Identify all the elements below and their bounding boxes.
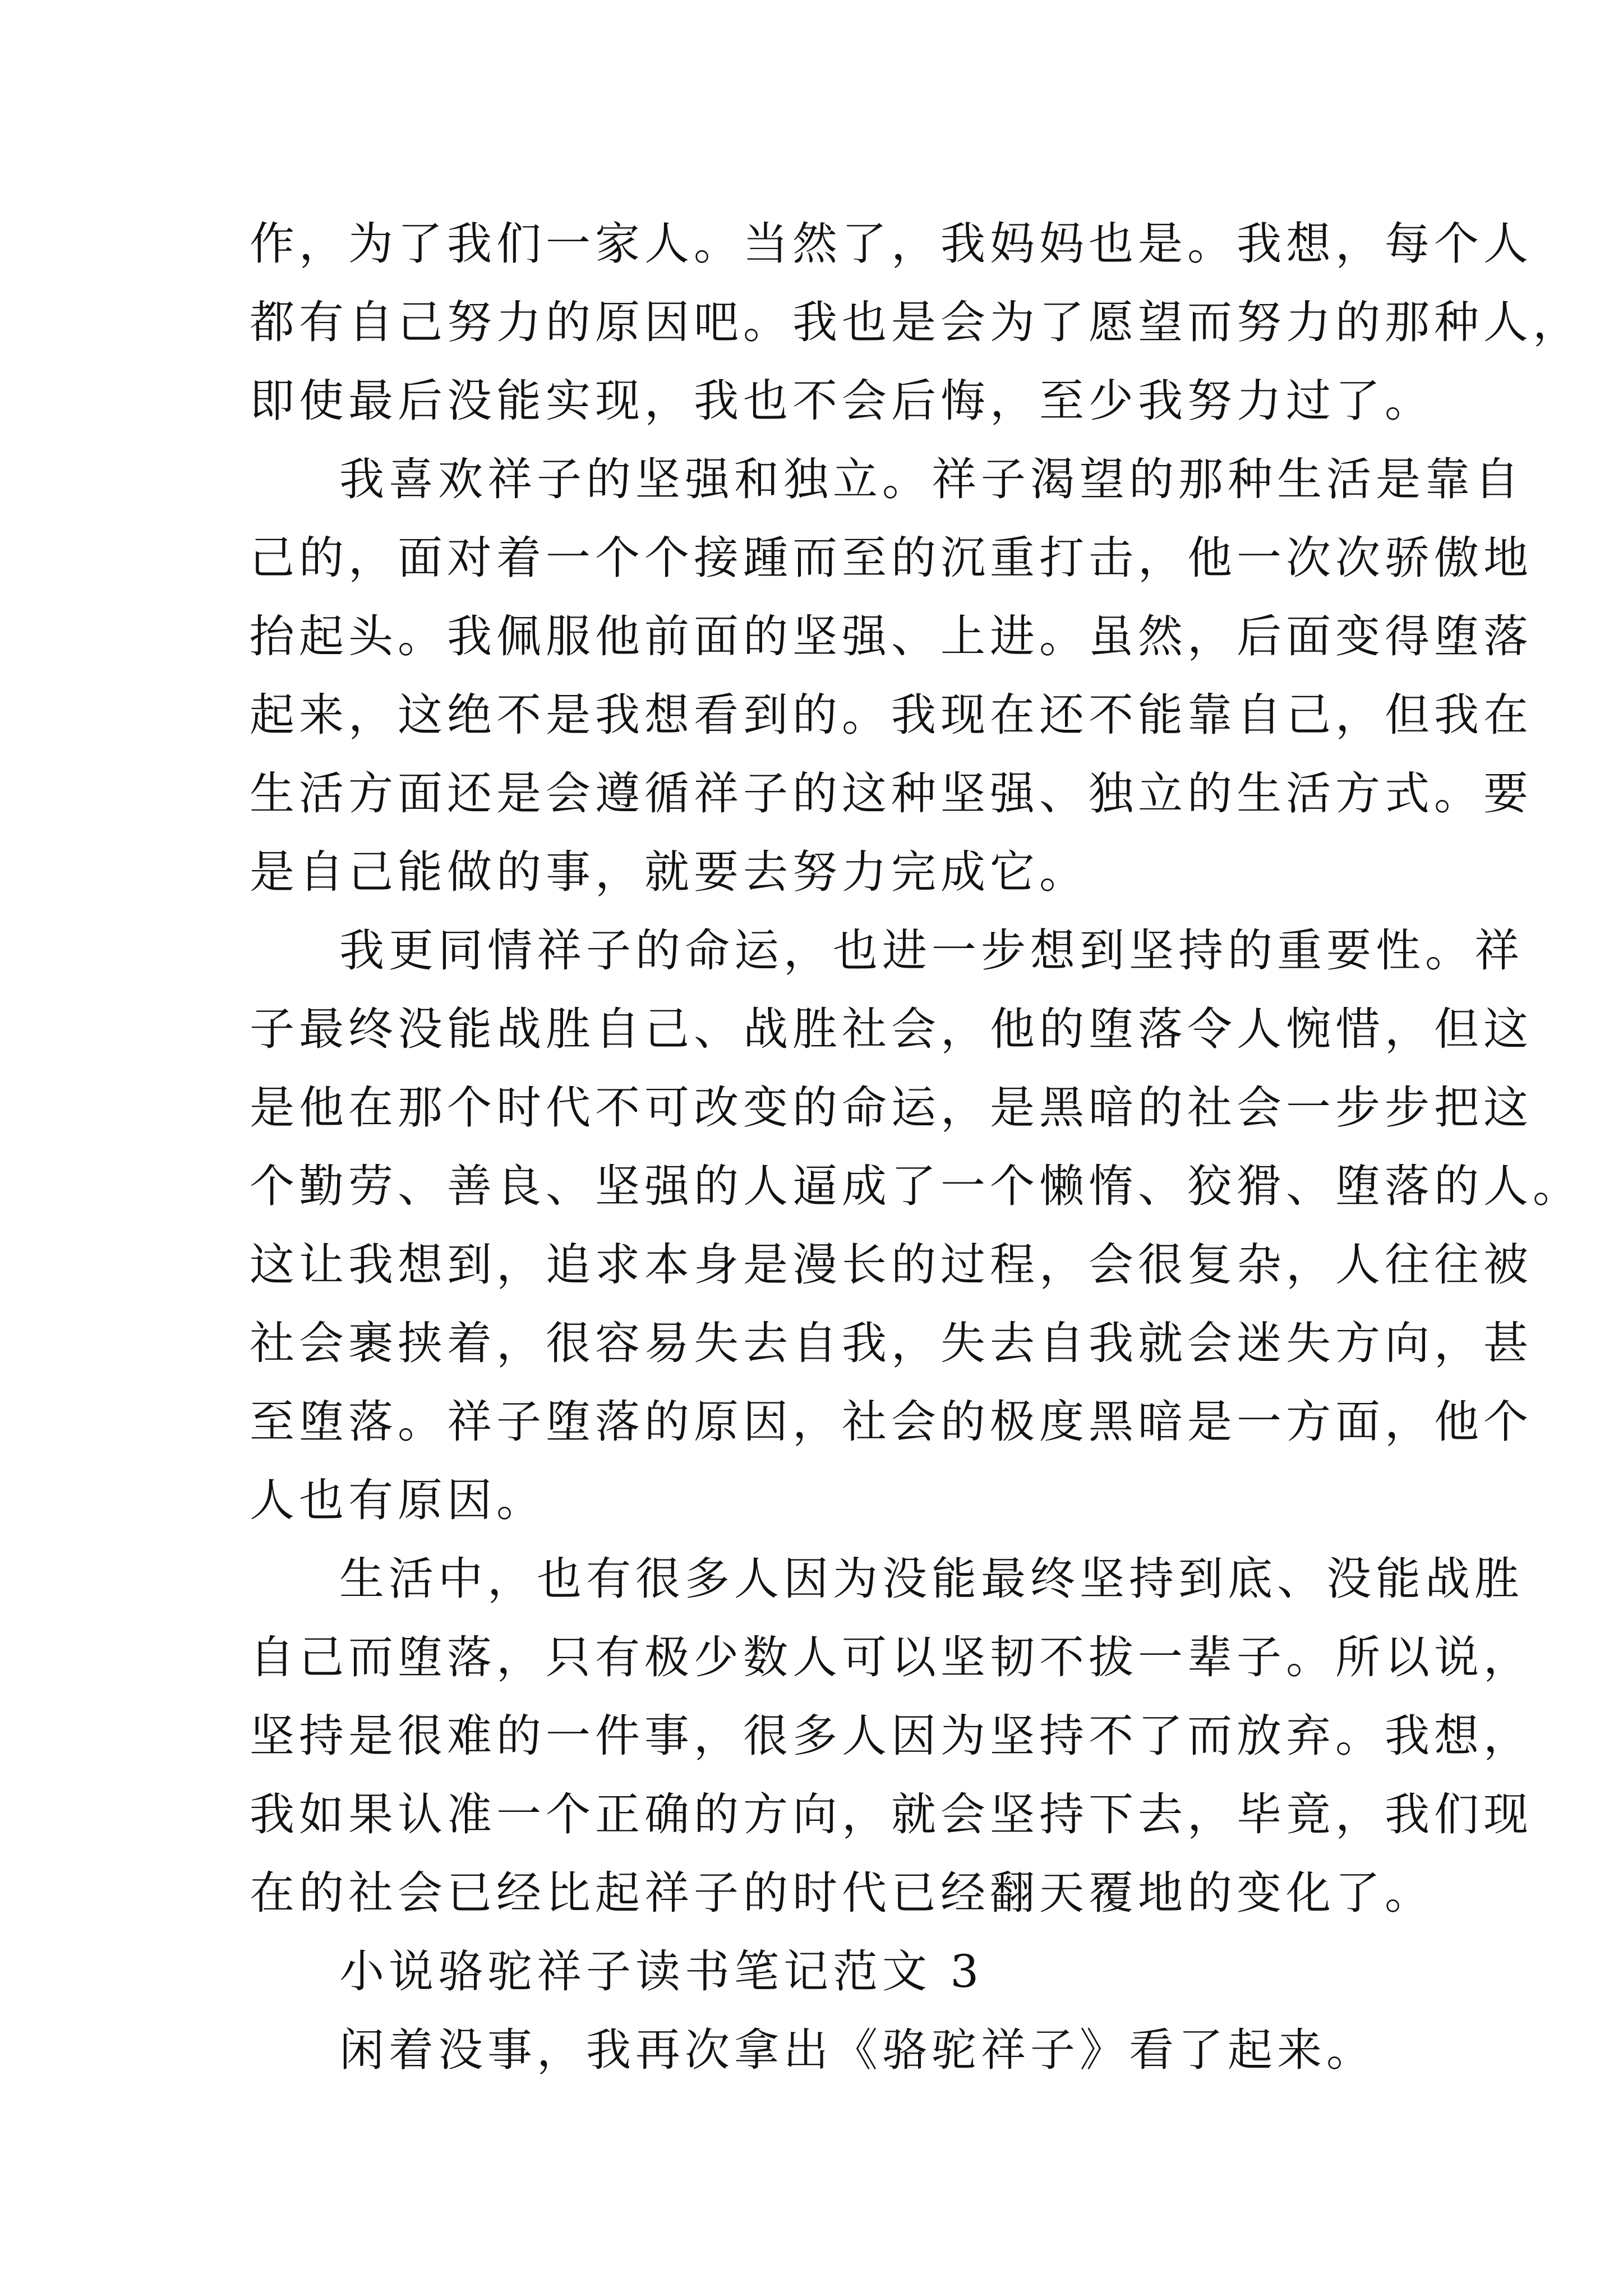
text-line: 即使最后没能实现，我也不会后悔，至少我努力过了。 — [250, 375, 1434, 427]
text-line: 至堕落。祥子堕落的原因，社会的极度黑暗是一方面，他个 — [250, 1396, 1533, 1448]
text-line: 个勤劳、善良、坚强的人逼成了一个懒惰、狡猾、堕落的人。 — [250, 1160, 1582, 1212]
text-line: 己的，面对着一个个接踵而至的沉重打击，他一次次骄傲地 — [250, 532, 1533, 584]
text-line: 子最终没能战胜自己、战胜社会，他的堕落令人惋惜，但这 — [250, 1003, 1533, 1055]
text-line: 我如果认准一个正确的方向，就会坚持下去，毕竟，我们现 — [250, 1788, 1533, 1841]
text-line: 人也有原因。 — [250, 1474, 546, 1526]
section-heading: 小说骆驼祥子读书笔记范文 3 — [339, 1945, 984, 1998]
text-line: 作，为了我们一家人。当然了，我妈妈也是。我想，每个人 — [250, 218, 1533, 270]
text-line: 这让我想到，追求本身是漫长的过程，会很复杂，人往往被 — [250, 1239, 1533, 1291]
text-line: 坚持是很难的一件事，很多人因为坚持不了而放弃。我想， — [250, 1710, 1533, 1762]
text-line: 自己而堕落，只有极少数人可以坚韧不拔一辈子。所以说， — [250, 1631, 1533, 1683]
paragraph-first-line: 我喜欢祥子的坚强和独立。祥子渴望的那种生活是靠自 — [339, 453, 1524, 505]
text-line: 都有自己努力的原因吧。我也是会为了愿望而努力的那种人， — [250, 296, 1582, 348]
paragraph-first-line: 闲着没事，我再次拿出《骆驼祥子》看了起来。 — [339, 2024, 1376, 2076]
text-line: 是自己能做的事，就要去努力完成它。 — [250, 846, 1089, 898]
text-line: 抬起头。我佩服他前面的坚强、上进。虽然，后面变得堕落 — [250, 610, 1533, 662]
text-line: 生活方面还是会遵循祥子的这种坚强、独立的生活方式。要 — [250, 767, 1533, 820]
paragraph-first-line: 生活中，也有很多人因为没能最终坚持到底、没能战胜 — [339, 1553, 1524, 1605]
text-line: 是他在那个时代不可改变的命运，是黑暗的社会一步步把这 — [250, 1082, 1533, 1134]
paragraph-first-line: 我更同情祥子的命运，也进一步想到坚持的重要性。祥 — [339, 924, 1524, 977]
text-line: 在的社会已经比起祥子的时代已经翻天覆地的变化了。 — [250, 1867, 1434, 1919]
text-line: 社会裹挟着，很容易失去自我，失去自我就会迷失方向，甚 — [250, 1317, 1533, 1369]
text-line: 起来，这绝不是我想看到的。我现在还不能靠自己，但我在 — [250, 689, 1533, 741]
